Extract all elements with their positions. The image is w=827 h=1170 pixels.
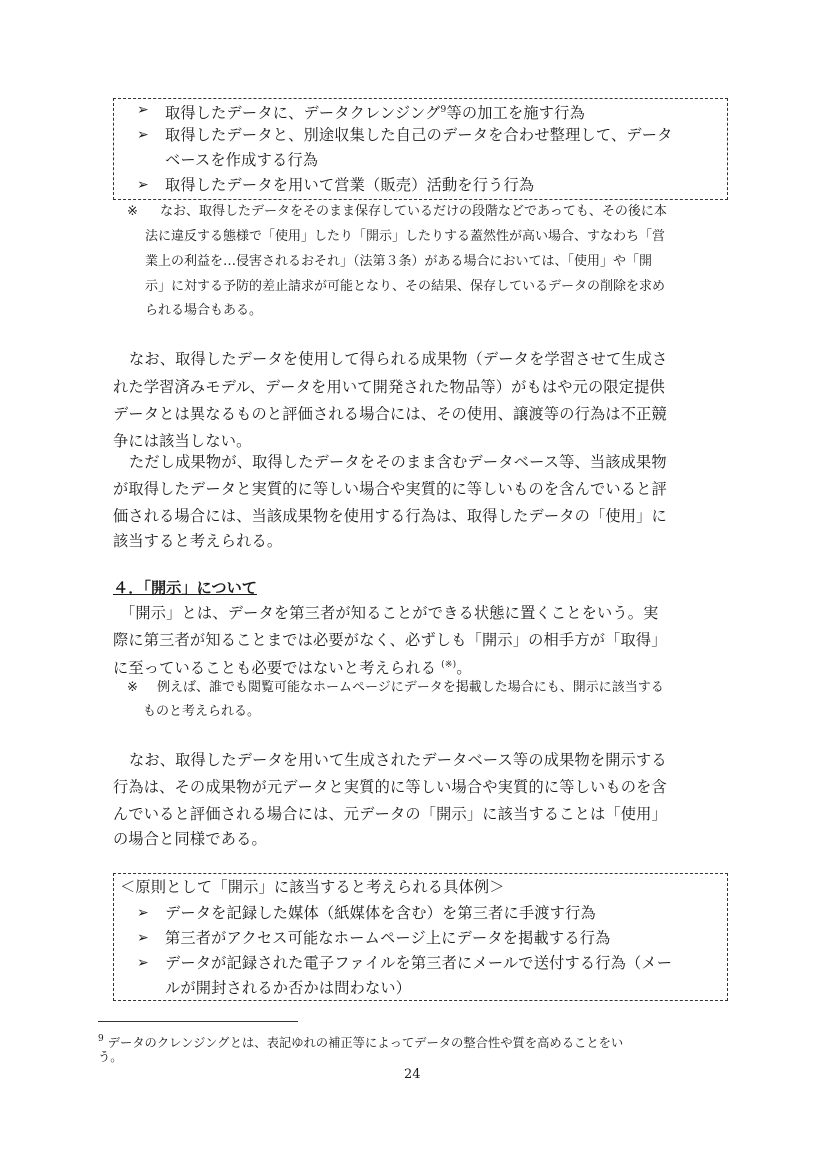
note1-line5: られる場合もある。 xyxy=(145,303,263,318)
box2-item-2: 第三者がアクセス可能なホームページ上にデータを掲載する行為 xyxy=(165,929,611,947)
bullet-icon: ➢ xyxy=(137,102,149,118)
footnote-number: 9 xyxy=(98,1034,104,1044)
footnote-line2: う。 xyxy=(98,1050,123,1064)
para2-line2: が取得したデータと実質的に等しい場合や実質的に等しいものを含んでいると評 xyxy=(113,480,667,498)
box1-item-2-line2: ベースを作成する行為 xyxy=(165,151,319,169)
para1-line4: 争には該当しない。 xyxy=(113,432,252,450)
section4-line1: 「開示」とは、データを第三者が知ることができる状態に置くことをいう。実 xyxy=(120,604,659,622)
para2-line1: ただし成果物が、取得したデータをそのまま含むデータベース等、当該成果物 xyxy=(129,453,667,471)
para3-line4: の場合と同様である。 xyxy=(113,830,267,848)
note1-line3: 業上の利益を…侵害されるおそれ」（法第３条）がある場合においては、「使用」や「開 xyxy=(145,254,653,269)
bullet-icon: ➢ xyxy=(137,177,149,193)
box1-item-2-line1: 取得したデータと、別途収集した自己のデータを合わせ整理して、データ xyxy=(165,126,673,144)
box1-item-1: 取得したデータに、データクレンジング$^9$等の加工を施す行為 xyxy=(165,104,585,122)
para1-line1: なお、取得したデータを使用して得られる成果物（データを学習させて生成さ xyxy=(129,350,668,368)
para3-line1: なお、取得したデータを用いて生成されたデータベース等の成果物を開示する xyxy=(129,751,667,769)
para1-line2: れた学習済みモデル、データを用いて開発された物品等）がもはや元の限定提供 xyxy=(113,378,665,396)
footnote-line1: $^9$ データのクレンジングとは、表記ゆれの補正等によってデータの整合性や質を高めることをい xyxy=(98,1034,624,1050)
section4-line3: に至っていることも必要ではないと考えられる (※)。 xyxy=(113,659,472,677)
footnote-ref-9: 9 xyxy=(440,105,447,115)
box1-item-3: 取得したデータを用いて営業（販売）活動を行う行為 xyxy=(165,176,535,194)
bullet-icon: ➢ xyxy=(137,905,149,921)
note1-line1: なお、取得したデータをそのまま保存しているだけの段階などであっても、その後に本 xyxy=(160,204,667,219)
para3-line3: んでいると評価される場合には、元データの「開示」に該当することは「使用」 xyxy=(113,805,667,823)
para2-line3: 価される場合には、当該成果物を使用する行為は、取得したデータの「使用」に xyxy=(113,507,667,525)
note2-line2: ものと考えられる。 xyxy=(143,704,261,719)
bullet-icon: ➢ xyxy=(137,955,149,971)
bullet-icon: ➢ xyxy=(137,127,149,143)
bullet-icon: ➢ xyxy=(137,930,149,946)
para1-line3: データとは異なるものと評価される場合には、その使用、譲渡等の行為は不正競 xyxy=(113,405,667,423)
box2-item-3-line1: データが記録された電子ファイルを第三者にメールで送付する行為（メー xyxy=(165,954,673,972)
section4-line2: 際に第三者が知ることまでは必要がなく、必ずしも「開示」の相手方が「取得」 xyxy=(113,631,667,649)
note-ref: (※) xyxy=(441,660,457,670)
note1-line4: 示」に対する予防的差止請求が可能となり、その結果、保存しているデータの削除を求め xyxy=(145,279,666,294)
note-mark: ※ xyxy=(127,204,138,219)
section-heading: ４．「開示」について xyxy=(113,579,257,597)
footnote-separator xyxy=(98,1021,298,1022)
note2-line1: 例えば、誰でも閲覧可能なホームページにデータを掲載した場合にも、開示に該当する xyxy=(157,680,664,695)
page-number: 24 xyxy=(404,1067,421,1082)
box2-item-3-line2: ルが開封されるか否かは問わない） xyxy=(165,979,412,997)
box2-item-1: データを記録した媒体（紙媒体を含む）を第三者に手渡す行為 xyxy=(165,904,596,922)
note-mark: ※ xyxy=(127,680,138,695)
note1-line2: 法に違反する態様で「使用」したり「開示」したりする蓋然性が高い場合、すなわち「営 xyxy=(145,229,666,244)
para3-line2: 行為は、その成果物が元データと実質的に等しい場合や実質的に等しいものを含 xyxy=(113,778,667,796)
box2-title: ＜原則として「開示」に該当すると考えられる具体例＞ xyxy=(120,878,505,896)
para2-line4: 該当すると考えられる。 xyxy=(113,532,283,550)
